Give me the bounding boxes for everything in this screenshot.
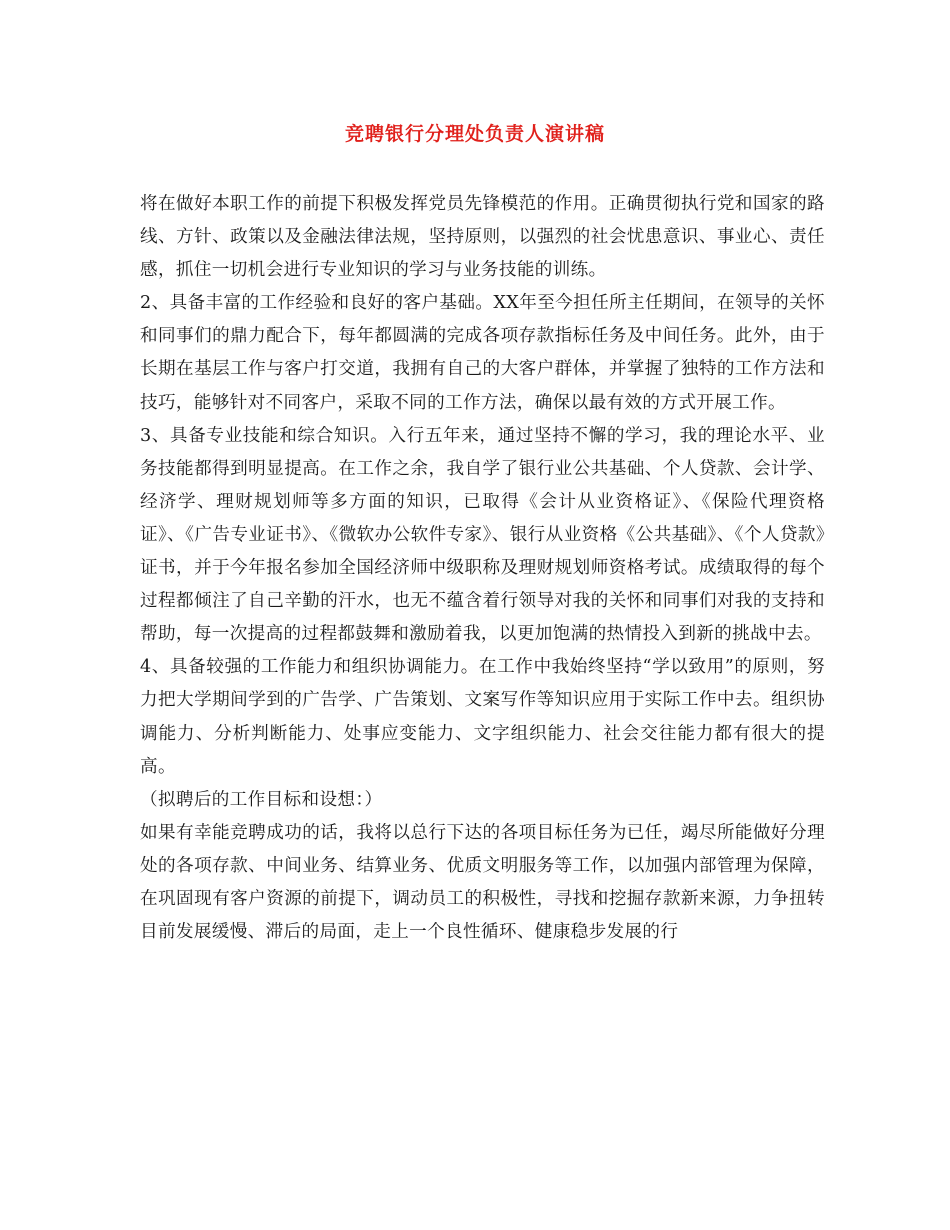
document-title: 竞聘银行分理处负责人演讲稿	[344, 123, 605, 145]
document-body	[140, 188, 825, 949]
paragraph-1: 将在做好本职工作的前提下积极发挥党员先锋模范的作用。正确贯彻执行党和国家的路线、方针、政策以及金融法律法规，坚持原则，以强烈的社会忧患意识、事业心、责任感，抓住一切机会进行专业知识的学习与业务技能的训练。	[140, 194, 825, 281]
paragraph-4: 4、具备较强的工作能力和组织协调能力。在工作中我始终坚持“学以致用”的原则，努力把大学期间学到的广告学、广告策划、文案写作等知识应用于实际工作中去。组织协调能力、分析判断能力、处事应变能力、文字组织能力、社会交往能力都有很大的提高。	[140, 657, 825, 777]
paragraph-2: 2、具备丰富的工作经验和良好的客户基础。XX年至今担任所主任期间，在领导的关怀和同事们的鼎力配合下，每年都圆满的完成各项存款指标任务及中间任务。此外，由于长期在基层工作与客户打交道，我拥有自己的大客户群体，并掌握了独特的工作方法和技巧，能够针对不同客户，采取不同的工作方法，确保以最有效的方式开展工作。	[140, 293, 825, 413]
paragraph-5: （拟聘后的工作目标和设想：）	[140, 789, 383, 810]
paragraph-3: 3、具备专业技能和综合知识。入行五年来，通过坚持不懈的学习，我的理论水平、业务技能都得到明显提高。在工作之余，我自学了银行业公共基础、个人贷款、会计学、经济学、理财规划师等多方面的知识，已取得《会计从业资格证》、《保险代理资格证》、《广告专业证书》、《微软办公软件专家》、银行从业资格《公共基础》、《个人贷款》证书，并于今年报名参加全国经济师中级职称及理财规划师资格考试。成绩取得的每个过程都倾注了自己辛勤的汗水，也无不蕴含着行领导对我的关怀和同事们对我的支持和帮助，每一次提高的过程都鼓舞和激励着我，以更加饱满的热情投入到新的挑战中去。	[140, 425, 825, 645]
paragraph-6: 如果有幸能竞聘成功的话，我将以总行下达的各项目标任务为已任，竭尽所能做好分理处的各项存款、中间业务、结算业务、优质文明服务等工作，以加强内部管理为保障，在巩固现有客户资源的前提下，调动员工的积极性，寻找和挖掘存款新来源，力争扭转目前发展缓慢、滞后的局面，走上一个良性循环、健康稳步发展的行	[140, 822, 825, 943]
